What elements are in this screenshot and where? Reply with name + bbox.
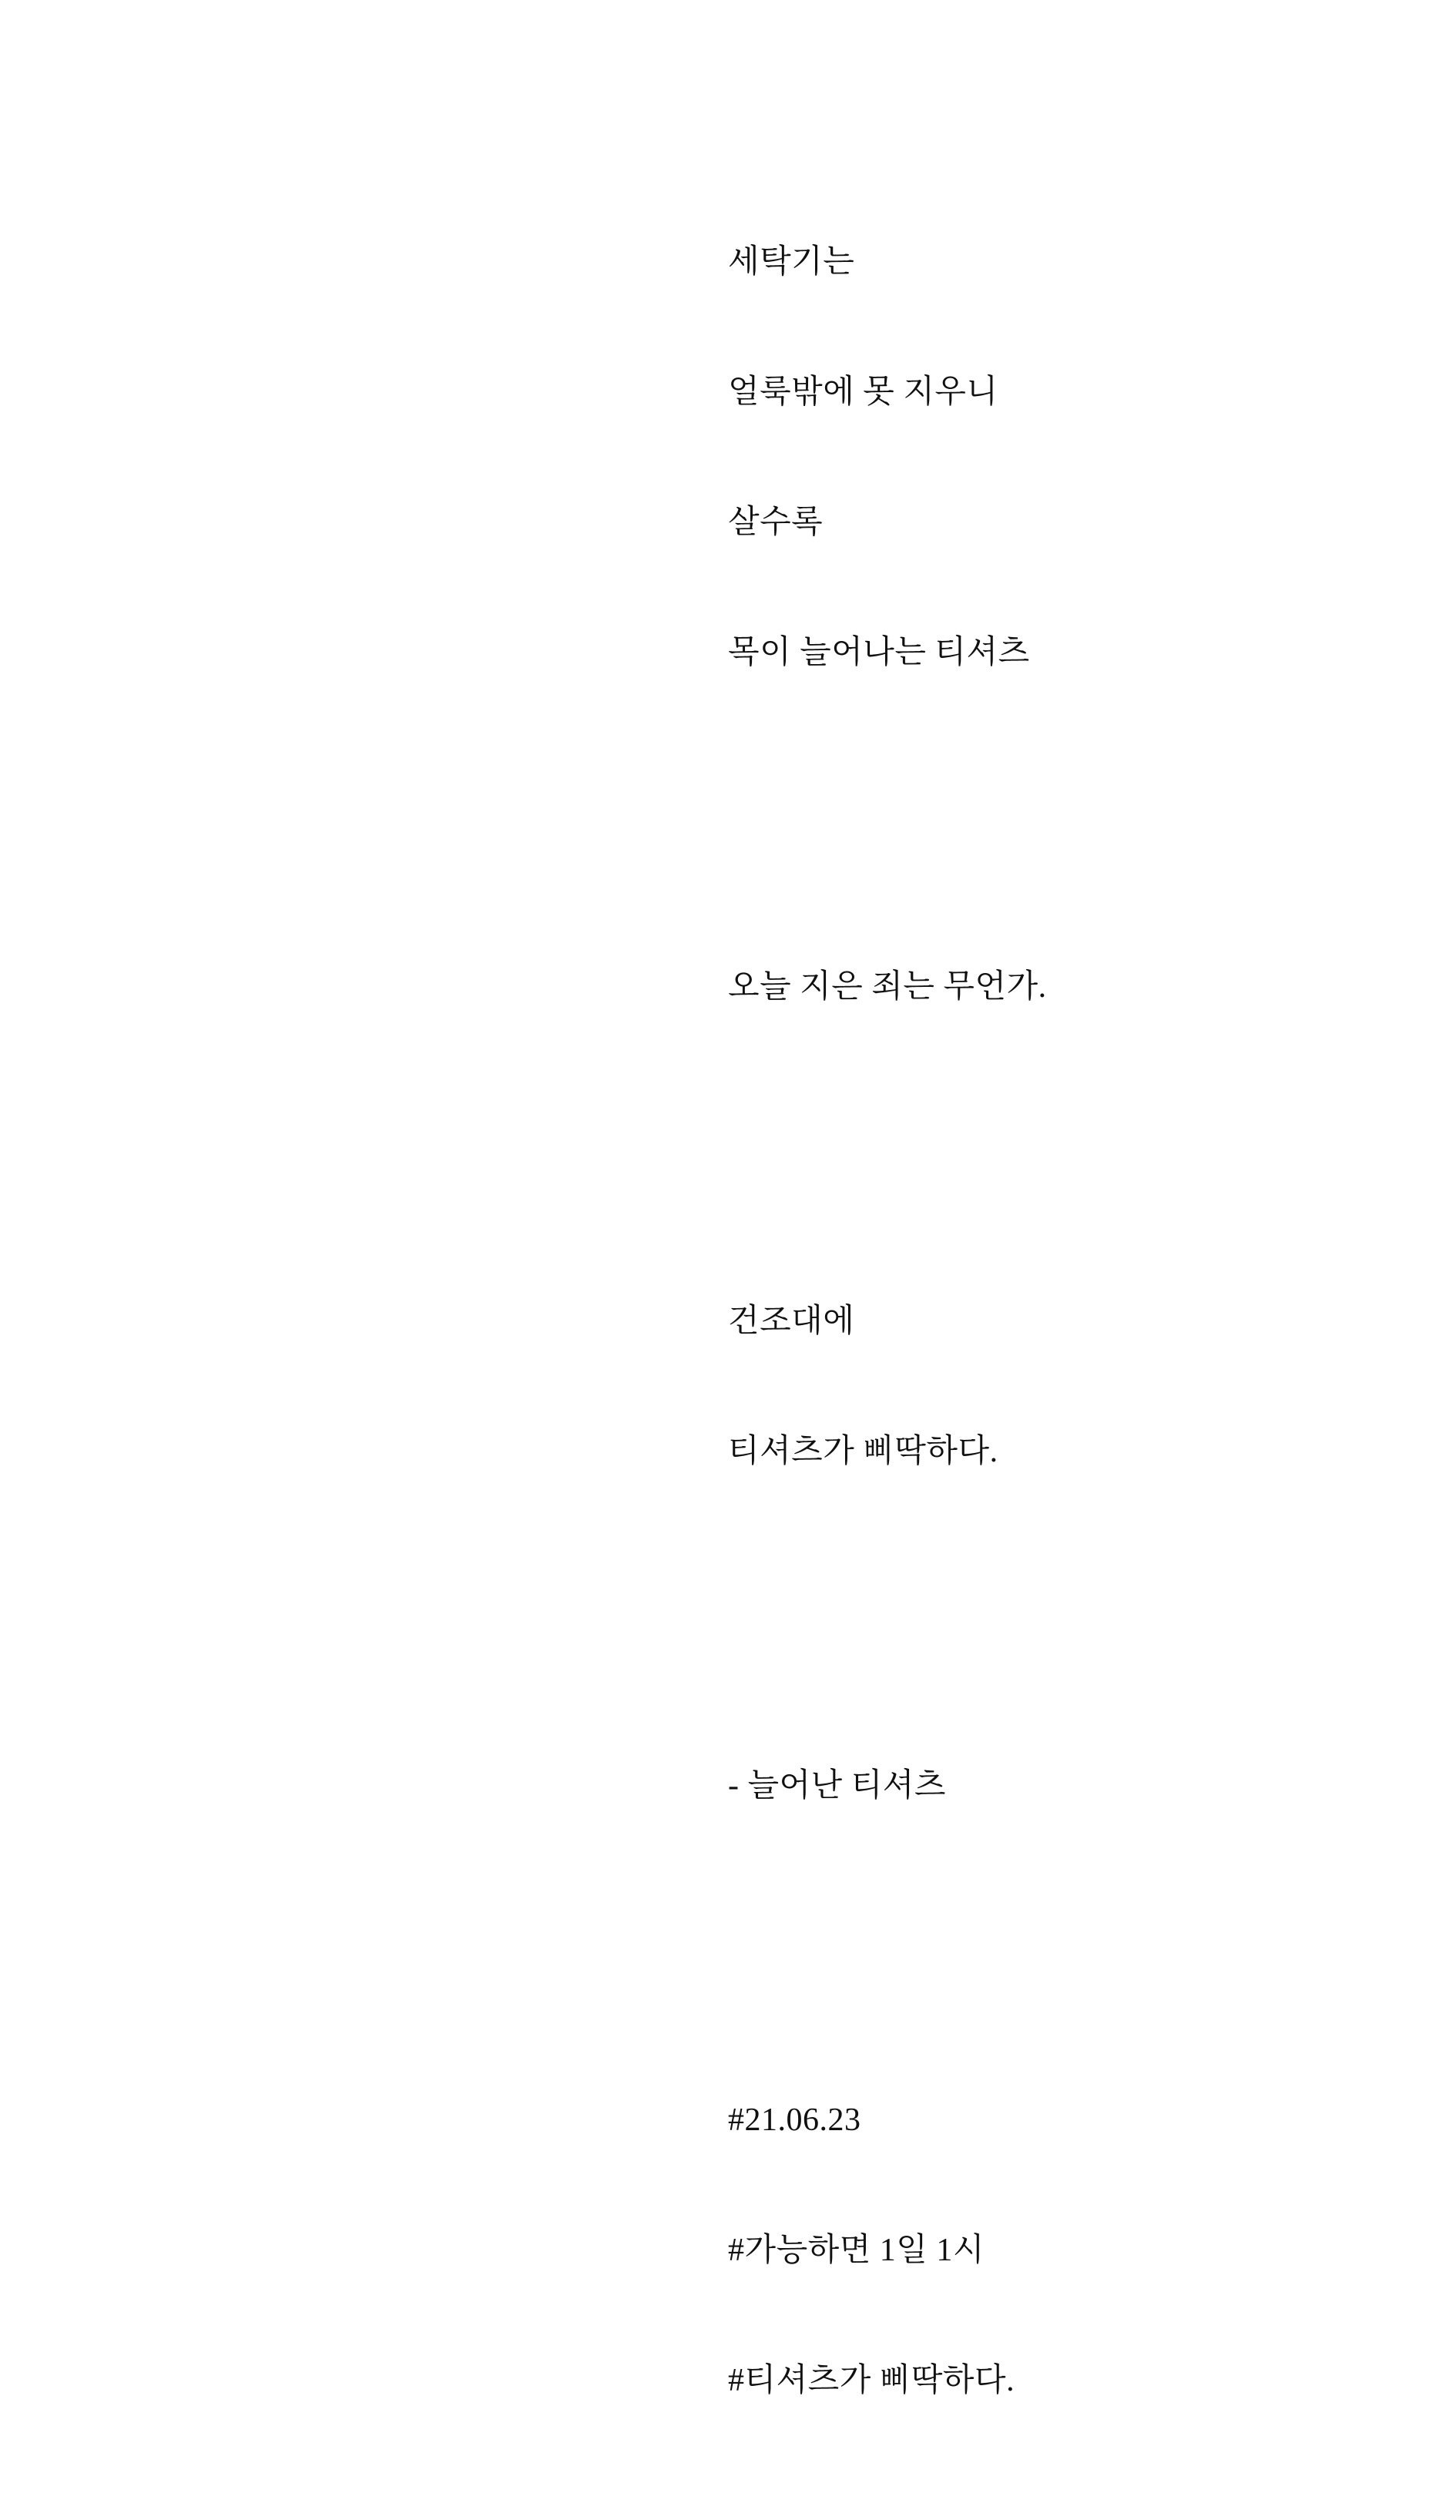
stanza-spacer — [728, 792, 1047, 848]
hashtag-title: #티셔츠가 삐딱하다. — [728, 2363, 1015, 2398]
stanza-spacer — [728, 1925, 1047, 1981]
poem-line: 세탁기는 — [728, 244, 855, 280]
hashtag-date: #21.06.23 — [728, 2102, 861, 2138]
poem-text-block — [728, 123, 1047, 2520]
poem-line: 목이 늘어나는 티셔츠 — [728, 635, 1030, 670]
poem-line: 오늘 지은 죄는 무언가. — [728, 969, 1047, 1005]
stanza-spacer — [728, 1591, 1047, 1647]
hashtag-series: #가능하면 1일 1시 — [728, 2233, 985, 2268]
poem-line: 건조대에 — [728, 1304, 855, 1339]
stanza-spacer — [728, 1126, 1047, 1183]
poem-attribution: - 늘어난 티셔츠 — [728, 1768, 946, 1804]
poem-line: 얼룩밖에 못 지우니 — [728, 374, 998, 410]
poem-line: 티셔츠가 삐딱하다. — [728, 1434, 998, 1469]
poem-line: 살수록 — [728, 505, 824, 540]
